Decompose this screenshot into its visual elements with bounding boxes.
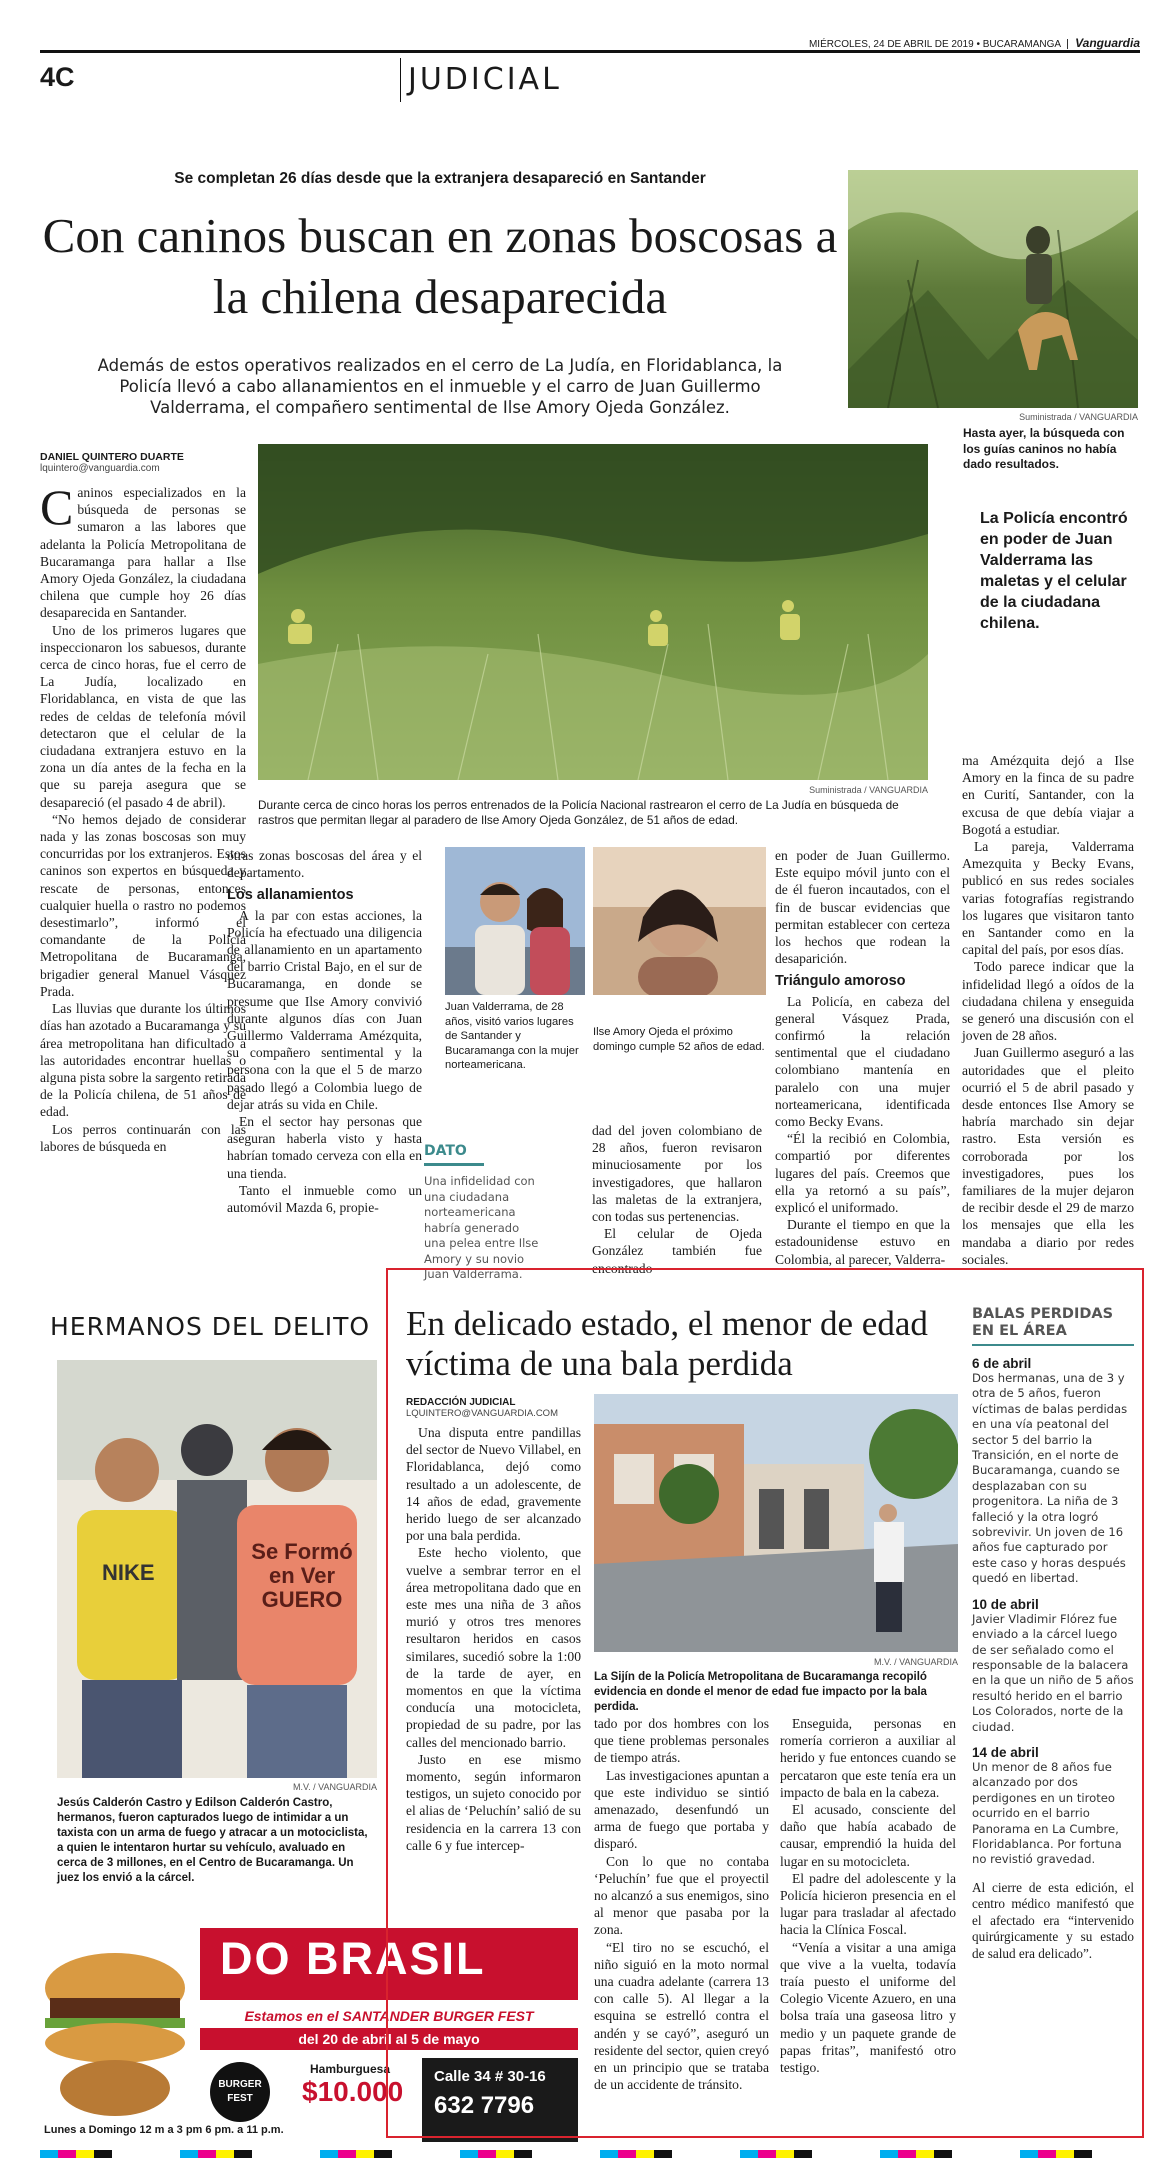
byline-email: lquintero@vanguardia.com <box>40 463 160 474</box>
paragraph: “No hemos dejado de considerar nada y las zonas boscosas son muy concurridas por los extranjeros. Estos caninos son expertos en búsqueda y rescate de personas, entonces cualquier huella o rastro no podemos desestimarlo”, informó el comandante de la Policía Metropolitana de Bucaramanga, brigadier general Manuel Vásquez Prada. <box>40 811 246 999</box>
street-photo <box>594 1394 958 1652</box>
paragraph: Una disputa entre pandillas del sector de Nuevo Villabel, en Floridablanca, dejó como resultado a un adolescente, de 14 años de edad, gravemente herido luego de ser alcanzado por una bala perdida. <box>406 1425 581 1544</box>
top-photo-credit: Suministrada / VANGUARDIA <box>1019 412 1138 422</box>
byline-name: DANIEL QUINTERO DUARTE <box>40 451 184 463</box>
paragraph: El padre del adolescente y la Policía hicieron presencia en el lugar para trasladar al afectado hacia la Clínica Foscal. <box>780 1870 956 1938</box>
big-photo-credit: Suministrada / VANGUARDIA <box>809 785 928 795</box>
side-closing: Al cierre de esta edición, el centro médico manifestó que el afectado era “intervenido quirúrgicamente y su estado de salud era delicado”. <box>972 1879 1134 1961</box>
paragraph: La pareja, Valderrama Amezquita y Becky Evans, publicó en sus redes sociales varias fotografías registrando los lugares que visitaron tanto en Santander como en la capital del país, por esos días. <box>962 839 1134 958</box>
paragraph: Enseguida, personas en romería corrieron a auxiliar al herido y fue entonces cuando se percataron que este tenía era un impacto de bala en la cabeza. <box>780 1716 956 1800</box>
paragraph: aninos especializados en la búsqueda de personas se sumaron a las labores que adelanta la Policía Metropolitana de Bucaramanga para hallar a Ilse Amory Ojeda González, la ciudadana chilena que cumple hoy 26 días desaparecida en Santander. <box>40 485 246 621</box>
paragraph: Tanto el inmueble como un automóvil Mazda 6, propie- <box>227 1182 422 1216</box>
shirt-text-1: NIKE <box>102 1560 155 1585</box>
main-col-5 <box>962 752 1134 1268</box>
ad-phone: 632 7796 <box>434 2092 535 2119</box>
side-entry-text: Javier Vladimir Flórez fue enviado a la cárcel luego de ser señalado como el responsable de la balacera en la que un niño de 5 años resultó herido en el barrio Los Colorados, norte de la ciudad. <box>972 1611 1134 1734</box>
main-col-4 <box>775 847 950 1268</box>
paragraph: Las investigaciones apuntan a que este individuo se sintió amenazado, desenfundó un arma de fuego que portaba y disparó. <box>594 1767 769 1852</box>
brothers-photo <box>57 1360 377 1778</box>
street-photo-credit: M.V. / VANGUARDIA <box>873 1657 958 1667</box>
second-byline-email: LQUINTERO@VANGUARDIA.COM <box>406 1408 558 1419</box>
second-col-2 <box>594 1715 769 2093</box>
brand-logo: Vanguardia <box>1075 36 1140 50</box>
ad-price: $10.000 <box>302 2076 404 2107</box>
paragraph: “El tiro no se escuchó, el niño siguió en la moto normal una cuadra adelante (carrera 13 con calle 5). Al llegar a la esquina se estrelló contra el andén y se cayó”, aseguró un residente del sector, quien creyó en un principio que se trataba de un accidente de tránsito. <box>594 1939 769 2093</box>
drop-cap: C <box>40 479 74 535</box>
ad-tagline: Estamos en el SANTANDER BURGER FEST <box>244 2008 534 2024</box>
big-search-photo <box>258 444 928 780</box>
paragraph: “Venía a visitar a una amiga que vive a la vuelta, todavía traía puesto el uniforme del Colegio Vicente Azuero, en una bolsa traía una gaseosa litro y medio y un paquete grande de papas fritas”, manifestó otro testigo. <box>780 1939 956 2076</box>
paragraph: en poder de Juan Guillermo. Este equipo móvil junto con el de él fueron incautados, con el fin de buscar evidencias que permitan establecer con certeza los hechos que rodean la desaparición. <box>775 848 950 967</box>
print-color-bar <box>40 2150 1140 2158</box>
page-number: 4C <box>40 62 75 92</box>
second-headline: En delicado estado, el menor de edad víctima de una bala perdida <box>406 1304 928 1383</box>
paragraph: Las lluvias que durante los últimos días han azotado a Bucaramanga y su área metropolitana han dificultado a las autoridades encontrar huellas o alguna pista sobre la sargento retirada de la Policía chilena, de 51 años de edad. <box>40 1001 246 1120</box>
side-box-title: BALAS PERDIDAS EN EL ÁREA <box>972 1306 1114 1339</box>
dato-text: Una infidelidad con una ciudadana norteamericana habría generado una pelea entre Ilse Amory y su novio Juan Valderrama. <box>424 1174 539 1281</box>
paragraph: El celular de Ojeda González también fue encontrado <box>592 1226 762 1276</box>
paragraph: Todo parece indicar que la infidelidad llegó a oídos de la ciudadana chilena y enseguida se generó una discusión con el joven de 28 años. <box>962 959 1134 1044</box>
dato-box <box>424 1143 544 1283</box>
ilse-photo <box>593 847 766 995</box>
paragraph: Los perros continuarán con las labores de búsqueda en <box>40 1121 246 1154</box>
ad-brand: DO BRASIL <box>220 1933 486 1984</box>
dog-search-photo <box>848 170 1138 408</box>
side-entry-date: 14 de abril <box>972 1744 1039 1760</box>
ad-price-label: Hamburguesa <box>310 2062 391 2076</box>
paragraph: El acusado, consciente del daño que había acabado de causar, emprendió la huida del lugar en su motocicleta. <box>780 1802 956 1869</box>
burger-fest-badge: BURGER FEST <box>210 2062 270 2122</box>
second-col-3 <box>780 1715 956 2076</box>
paragraph: Justo en ese mismo momento, según informaron testigos, un sujeto conocido por el alias de ‘Peluchín’ salió de su residencia en la carrera 13 con calle 6 y fue intercep- <box>406 1751 581 1853</box>
side-box <box>972 1306 1134 1962</box>
hermanos-title: HERMANOS DEL DELITO <box>49 1312 371 1341</box>
main-headline: Con caninos buscan en zonas boscosas a la chilena desaparecida <box>42 208 838 324</box>
paragraph: “Él la recibió en Colombia, compartió por diferentes lugares del país. Creemos que ella ya retornó a su país”, explicó el uniformado. <box>775 1131 950 1216</box>
main-col-3 <box>592 1122 762 1277</box>
juan-caption: Juan Valderrama, de 28 años, visitó varios lugares de Santander y Bucaramanga con la mujer norteamericana. <box>445 1001 579 1071</box>
side-entry <box>972 1356 1134 1587</box>
juan-photo <box>445 847 585 995</box>
big-photo-caption: Durante cerca de cinco horas los perros entrenados de la Policía Nacional rastrearon el cerro de La Judía en búsqueda de rastros que permitan llegar al paradero de Ilse Amory Ojeda González, de 51 años de edad. <box>258 798 899 827</box>
shirt-text-2: Se Formó en Ver GUERO <box>251 1539 353 1612</box>
side-entry-date: 10 de abril <box>972 1596 1039 1612</box>
paragraph: ma Amézquita dejó a Ilse Amory en la finca de su padre en Curití, Santander, con la excusa de que debía viajar a Bogotá a estudiar. <box>962 753 1134 837</box>
main-col-2 <box>227 847 422 1216</box>
pull-quote: La Policía encontró en poder de Juan Valderrama las maletas y el celular de la ciudadana chilena. <box>980 510 1128 632</box>
paragraph: En el sector hay personas que aseguran haberla visto y hasta habrían tomado cerveza con ella en una tienda. <box>227 1114 422 1181</box>
section-divider <box>400 58 401 102</box>
subhead: Triángulo amoroso <box>775 973 906 990</box>
kicker: Se completan 26 días desde que la extranjera desapareció en Santander <box>174 170 706 187</box>
header-bar <box>700 36 1140 50</box>
side-entry-text: Un menor de 8 años fue alcanzado por dos perdigones en un tiroteo ocurrido en el barrio Panorama en La Cumbre, Floridablanca. Por fortuna no revistió gravedad. <box>972 1759 1122 1867</box>
side-entry-text: Dos hermanas, una de 3 y otra de 5 años, fueron víctimas de balas perdidas en una vía peatonal del sector 5 del barrio la Transición, en el norte de Bucaramanga, cuando se desplazaban con su progenitora. La niña de 3 falleció y la otra logró sobrevivir. Un joven de 16 años fue capturado por este caso y horas después quedó en libertad. <box>972 1371 1128 1586</box>
paragraph: otras zonas boscosas del área y el departamento. <box>227 848 422 881</box>
side-box-list <box>972 1356 1134 1868</box>
subhead: Los allanamientos <box>227 887 354 904</box>
paragraph: Uno de los primeros lugares que inspeccionaron los sabuesos, durante cerca de cinco horas, fue el cerro de La Judía, localizado en Floridablanca, en vista de que las redes de celdas de telefonía móvil detectaron que el celular de la ciudadana extranjera estuvo en la zona un día antes de la fecha en la que su pareja asegura que se desapareció (el pasado 4 de abril). <box>40 622 246 810</box>
side-entry <box>972 1597 1134 1735</box>
second-col-1 <box>406 1424 581 1854</box>
paragraph: La Policía, en cabeza del general Vásquez Prada, confirmó la relación sentimental que el ciudadano colombiano mantenía en paralelo con una mujer norteamericana, identificada como Becky Evans. <box>775 993 950 1130</box>
side-box-rule <box>972 1344 1134 1346</box>
hermanos-credit: M.V. / VANGUARDIA <box>292 1782 377 1792</box>
side-entry <box>972 1745 1134 1868</box>
date-line: MIÉRCOLES, 24 DE ABRIL DE 2019 • BUCARAMANGA <box>808 39 1061 50</box>
header-rule <box>40 50 1140 53</box>
ilse-caption: Ilse Amory Ojeda el próximo domingo cumple 52 años de edad. <box>593 1026 765 1053</box>
second-byline-name: REDACCIÓN JUDICIAL <box>406 1397 516 1408</box>
dato-label: DATO <box>424 1143 467 1159</box>
ad-address: Calle 34 # 30-16 <box>434 2068 546 2085</box>
paragraph: Con lo que no contaba ‘Peluchín’ fue que el proyectil no alcanzó a sus enemigos, sino al menor que pasaba por la zona. <box>594 1853 769 1938</box>
dato-rule <box>424 1163 484 1166</box>
paragraph: Juan Guillermo aseguró a las autoridades que el pleito ocurrió el 5 de abril pasado y desde entonces Ilse Amory se habría marchado sin dejar rastro. Esta versión es corroborada por los investigadores, pues los familiares de la mujer dejaron de recibir desde el 29 de marzo los mensajes que ella les mandaba a diario por redes sociales. <box>962 1045 1134 1267</box>
paragraph: Durante el tiempo en que la estadounidense estuvo en Colombia, al parecer, Valderra- <box>775 1217 950 1267</box>
main-col-1 <box>40 479 246 1155</box>
top-photo-caption: Hasta ayer, la búsqueda con los guías caninos no había dado resultados. <box>963 426 1125 471</box>
ad-dates: del 20 de abril al 5 de mayo <box>200 2028 578 2050</box>
side-entry-date: 6 de abril <box>972 1356 1032 1371</box>
paragraph: Este hecho violento, que vuelve a sembrar terror en el área metropolitana dado que en este mes una niña de 3 años murió y otros tres menores resultaron heridos en casos similares, sucedió sobre la 1:00 de la tarde de ayer, en momentos en que la víctima conducía una motocicleta, propiedad de su padre, por las calles del mencionado barrio. <box>406 1545 581 1750</box>
ad-hours: Lunes a Domingo 12 m a 3 pm 6 pm. a 11 p.m. <box>44 2124 284 2136</box>
hermanos-caption: Jesús Calderón Castro y Edilson Calderón Castro, hermanos, fueron capturados luego de intimidar a un taxista con un arma de fuego y atracar a un motociclista, a quien le intentaron hurtar su vehículo, avaluado en cerca de 3 millones, en el Centro de Bucaramanga. Un juez los envió a la cárcel. <box>57 1797 368 1884</box>
street-photo-caption: La Sijín de la Policía Metropolitana de Bucaramanga recopiló evidencia en donde el menor de edad fue impacto por la bala perdida. <box>594 1671 927 1713</box>
section-title: JUDICIAL <box>408 62 562 97</box>
lede: Además de estos operativos realizados en el cerro de La Judía, en Floridablanca, la Policía llevó a cabo allanamientos en el inmueble y el carro de Juan Guillermo Valderrama, el compañero sentimental de Ilse Amory Ojeda González. <box>97 356 783 417</box>
paragraph: tado por dos hombres con los que tiene problemas personales de tiempo atrás. <box>594 1716 769 1766</box>
paragraph: dad del joven colombiano de 28 años, fueron revisaron minuciosamente por los investigadores, que hallaron las maletas de la extranjera, con todas sus pertenencias. <box>592 1123 762 1225</box>
paragraph: A la par con estas acciones, la Policía ha efectuado una diligencia de allanamiento en un apartamento del barrio Cristal Bajo, en el sur de Bucaramanga, en donde se presume que Ilse Amory convivió durante algunos días con Juan Guillermo Valderrama Amézquita, su compañero sentimental y la persona con la que el 5 de marzo pasado llegó a Colombia luego de dejar atrás su vida en Chile. <box>227 907 422 1112</box>
